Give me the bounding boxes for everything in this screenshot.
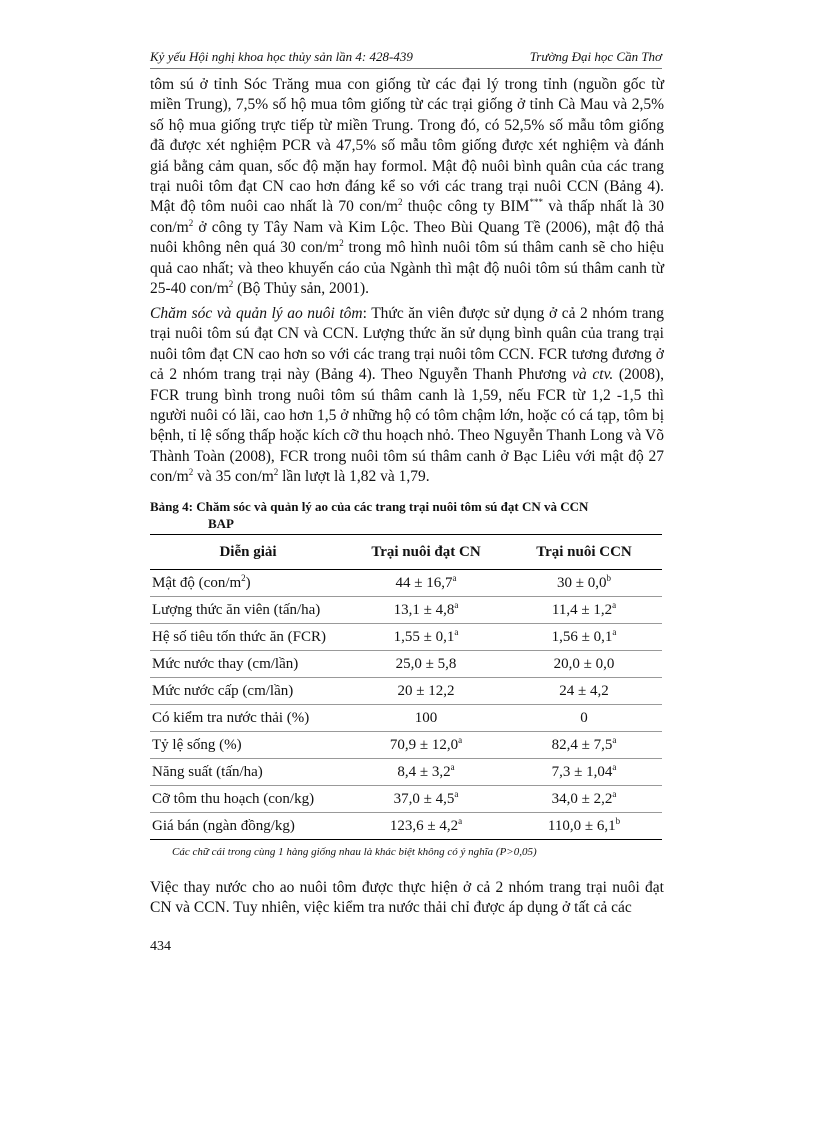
ccn-value: 82,4 ± 7,5$^a$ [506, 732, 662, 759]
col-header-description: Diễn giải [150, 535, 346, 570]
table-header-row [150, 535, 662, 570]
table-footnote: Các chữ cái trong cùng 1 hàng giống nhau là khác biệt không có ý nghĩa (P>0,05) [172, 846, 537, 858]
row-label: Hệ số tiêu tốn thức ăn (FCR) [150, 624, 346, 651]
row-label: Mức nước cấp (cm/lần) [150, 678, 346, 705]
page-number: 434 [150, 939, 171, 954]
ccn-value: 1,56 ± 0,1$^a$ [506, 624, 662, 651]
table-row [150, 624, 662, 651]
ccn-value: 30 ± 0,0$^b$ [506, 570, 662, 597]
cn-value: 13,1 ± 4,8$^a$ [346, 597, 506, 624]
cn-value: 1,55 ± 0,1$^a$ [346, 624, 506, 651]
row-label: Cỡ tôm thu hoạch (con/kg) [150, 786, 346, 813]
table-row [150, 651, 662, 678]
row-label: Mức nước thay (cm/lần) [150, 651, 346, 678]
ccn-value: 0 [506, 705, 662, 732]
table-row [150, 786, 662, 813]
ccn-value: 110,0 ± 6,1$^b$ [506, 813, 662, 840]
ccn-value: 34,0 ± 2,2$^a$ [506, 786, 662, 813]
paragraph-water-exchange: Việc thay nước cho ao nuôi tôm được thực hiện ở cả 2 nhóm trang trại nuôi đạt CN và CCN. Tuy nhiên, việc kiểm tra nước thải chỉ được áp dụng ở tất cả các [150, 879, 664, 917]
ccn-value: 7,3 ± 1,04$^a$ [506, 759, 662, 786]
cn-value: 25,0 ± 5,8 [346, 651, 506, 678]
row-label: Mật độ $(con/m^2)$ [150, 570, 346, 597]
cn-value: 8,4 ± 3,2$^a$ [346, 759, 506, 786]
running-header [150, 48, 662, 69]
table-row [150, 597, 662, 624]
pond-management-table [150, 534, 662, 840]
table-row [150, 678, 662, 705]
table-row [150, 759, 662, 786]
row-label: Có kiểm tra nước thải (%) [150, 705, 346, 732]
header-journal-title: Kỷ yếu Hội nghị khoa học thủy sản lần 4: 428-439 [150, 49, 413, 64]
paragraph-pond-care: Chăm sóc và quản lý ao nuôi tôm: Thức ăn viên được sử dụng ở cả 2 nhóm trang trại nuôi tôm sú đạt CN và CCN. Lượng thức ăn sử dụng bình quân của trang trại nuôi tôm đạt CN cao hơn so với các trang trại nuôi tôm CCN. FCR tương đương ở cả 2 nhóm trang trại này (Bảng 4). Theo Nguyễn Thanh Phương và ctv. (2008), FCR trung bình trong nuôi tôm sú thâm canh là 1,59, nếu FCR từ 1,2 -1,5 thì người nuôi có lãi, cao hơn 1,5 ở những hộ có tôm chậm lớn, hoặc có cá tạp, tôm bị bệnh, tỉ lệ sống thấp hoặc kích cỡ thu hoạch nhỏ. Theo Nguyễn Thanh Long và Võ Thành Toàn (2008), FCR trong nuôi tôm sú thâm canh ở Bạc Liêu với mật độ 27 con/$m^2$ và 35 con/$m^2$ lần lượt là 1,82 và 1,79. [150, 305, 665, 486]
table-row [150, 813, 662, 840]
ccn-value: 24 ± 4,2 [506, 678, 662, 705]
cn-value: 123,6 ± 4,2$^a$ [346, 813, 506, 840]
cn-value: 44 ± 16,7$^a$ [346, 570, 506, 597]
header-institution: Trường Đại học Cần Thơ [529, 49, 662, 64]
ccn-value: 20,0 ± 0,0 [506, 651, 662, 678]
cn-value: 100 [346, 705, 506, 732]
table-row [150, 705, 662, 732]
cn-value: 37,0 ± 4,5$^a$ [346, 786, 506, 813]
row-label: Giá bán (ngàn đồng/kg) [150, 813, 346, 840]
table-row [150, 570, 662, 597]
col-header-ccn-farms: Trại nuôi CCN [506, 535, 662, 570]
table-caption: Bảng 4: Chăm sóc và quản lý ao của các trang trại nuôi tôm sú đạt CN và CCN BAP [150, 499, 589, 531]
cn-value: 70,9 ± 12,0$^a$ [346, 732, 506, 759]
ccn-value: 11,4 ± 1,2$^a$ [506, 597, 662, 624]
col-header-cn-farms: Trại nuôi đạt CN [346, 535, 506, 570]
table-row [150, 732, 662, 759]
cn-value: 20 ± 12,2 [346, 678, 506, 705]
row-label: Tỷ lệ sống (%) [150, 732, 346, 759]
section-lead: Chăm sóc và quản lý ao nuôi tôm [150, 305, 363, 322]
row-label: Năng suất (tấn/ha) [150, 759, 346, 786]
row-label: Lượng thức ăn viên (tấn/ha) [150, 597, 346, 624]
paragraph-seed-sources: tôm sú ở tỉnh Sóc Trăng mua con giống từ các đại lý trong tỉnh (nguồn gốc từ miền Trung), 7,5% số hộ mua tôm giống từ các trại giống ở tỉnh Cà Mau và 2,5% số hộ mua giống trực tiếp từ miền Trung. Trong đó, có 52,5% số mẫu tôm giống đã được xét nghiệm PCR và 47,5% số mẫu tôm giống được xét nghiệm và đánh giá bằng cảm quan, sốc độ mặn hay formol. Mật độ nuôi bình quân của các trang trại nuôi tôm đạt CN cao hơn đáng kể so với các trang trại nuôi CCN (Bảng 4). Mật độ tôm nuôi cao nhất là 70 con/$m^2$ thuộc công ty BIM*** và thấp nhất là 30 con/$m^2$ ở công ty Tây Nam và Kim Lộc. Theo Bùi Quang Tề (2006), mật độ thả nuôi không nên quá 30 con/$m^2$ trong mô hình nuôi tôm sú thâm canh sẽ cho hiệu quả cao nhất; và theo khuyến cáo của Ngành thì mật độ nuôi tôm sú thâm canh từ 25-40 con/$m^2$ (Bộ Thủy sản, 2001). [150, 76, 665, 298]
